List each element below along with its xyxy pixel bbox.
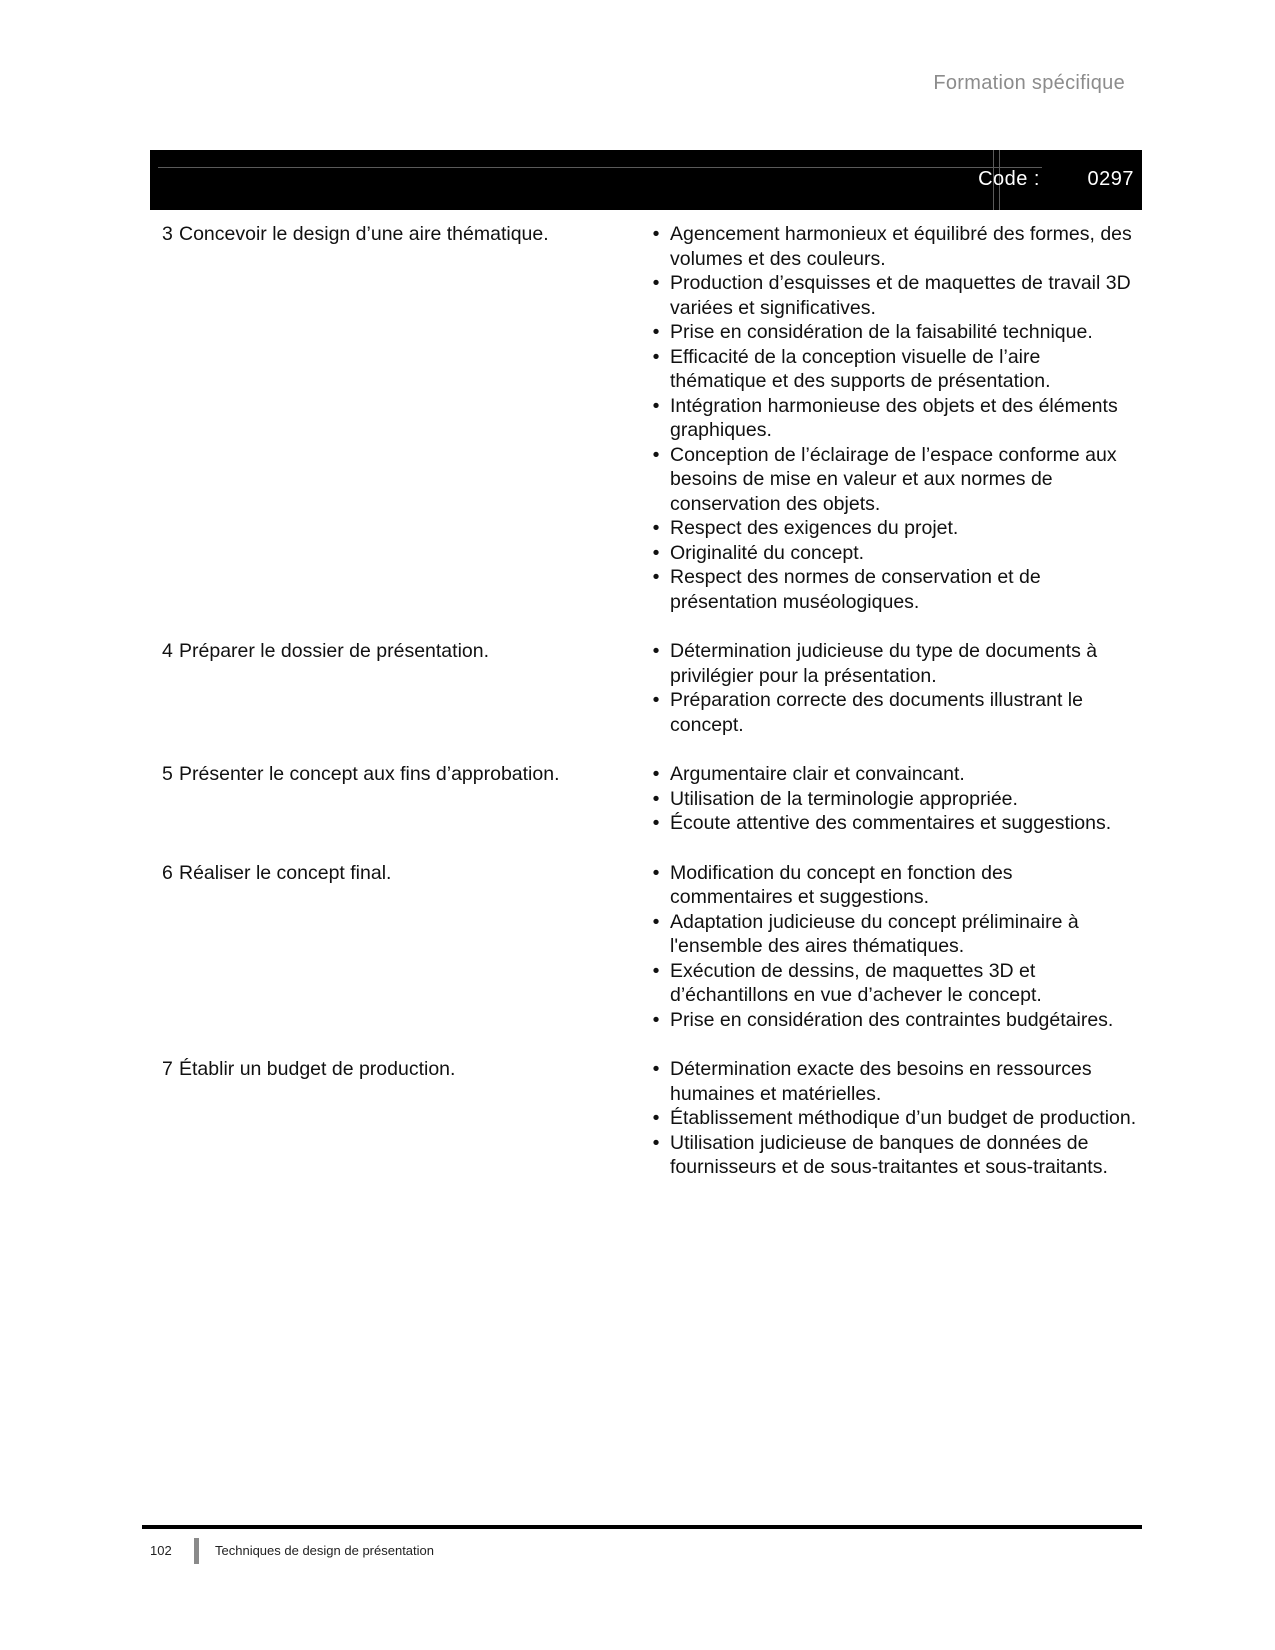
page-number: 102: [150, 1543, 172, 1558]
list-item: [640, 541, 1140, 566]
performance-criteria: [640, 1057, 1140, 1180]
running-head-title: Formation spécifique: [933, 72, 1125, 94]
element-text: Réaliser le concept final.: [179, 861, 392, 884]
bullet-icon: •: [652, 812, 660, 834]
performance-criteria-table: [150, 222, 1140, 1205]
criterion-text: Adaptation judicieuse du concept préliminaire à l'ensemble des aires thématiques.: [670, 910, 1079, 957]
bullet-icon: •: [652, 1131, 660, 1154]
code-value: 0297: [1087, 168, 1134, 190]
bullet-icon: •: [652, 517, 660, 539]
criterion-text: Agencement harmonieux et équilibré des formes, des volumes et des couleurs.: [670, 223, 1132, 270]
criterion-text: Préparation correcte des documents illustrant le concept.: [670, 689, 1083, 736]
competency-element: [150, 861, 640, 1033]
element-number: 7: [162, 1058, 173, 1080]
table-row: [150, 639, 1140, 737]
list-item: [640, 1106, 1140, 1131]
list-item: [640, 222, 1140, 271]
bullet-icon: •: [652, 787, 660, 810]
performance-criteria: [640, 222, 1140, 614]
criterion-text: Prise en considération de la faisabilité technique.: [670, 321, 1093, 343]
bullet-icon: •: [652, 861, 660, 884]
code-bar-rule: [158, 167, 1042, 168]
list-item: [640, 320, 1140, 345]
criteria-list: [640, 639, 1140, 737]
bullet-icon: •: [652, 763, 660, 785]
criteria-list: [640, 762, 1140, 836]
bullet-icon: •: [652, 443, 660, 466]
list-item: [640, 959, 1140, 1008]
list-item: [640, 639, 1140, 688]
bullet-icon: •: [652, 272, 660, 294]
criterion-text: Utilisation judicieuse de banques de données de fournisseurs et de sous-traitantes et sous-traitants.: [670, 1131, 1108, 1178]
bullet-icon: •: [652, 910, 660, 933]
competency-element: [150, 762, 640, 836]
bullet-icon: •: [652, 345, 660, 368]
list-item: [640, 787, 1140, 812]
performance-criteria: [640, 762, 1140, 836]
bullet-icon: •: [652, 321, 660, 343]
element-number: 5: [162, 763, 173, 785]
competency-element: [150, 1057, 640, 1180]
list-item: [640, 443, 1140, 517]
table-row: [150, 222, 1140, 614]
list-item: [640, 1131, 1140, 1180]
list-item: [640, 565, 1140, 614]
footer-separator-bar: [194, 1538, 199, 1564]
criterion-text: Exécution de dessins, de maquettes 3D et d’échantillons en vue d’achever le concept.: [670, 959, 1042, 1006]
list-item: [640, 1057, 1140, 1106]
criterion-text: Argumentaire clair et convaincant.: [670, 763, 965, 785]
criterion-text: Respect des normes de conservation et de présentation muséologiques.: [670, 566, 1041, 613]
table-row: [150, 762, 1140, 836]
bullet-icon: •: [652, 566, 660, 588]
table-row: [150, 1057, 1140, 1180]
competency-element: [150, 639, 640, 737]
code-bar: [150, 150, 1142, 210]
criterion-text: Production d’esquisses et de maquettes de travail 3D variées et significatives.: [670, 272, 1131, 319]
criterion-text: Prise en considération des contraintes budgétaires.: [670, 1008, 1114, 1031]
footer-document-title: Techniques de design de présentation: [215, 1543, 434, 1558]
element-text: Concevoir le design d’une aire thématique.: [179, 223, 549, 245]
bullet-icon: •: [652, 223, 660, 245]
element-number: 4: [162, 640, 173, 662]
list-item: [640, 271, 1140, 320]
code-label: Code :: [978, 168, 1040, 190]
bullet-icon: •: [652, 959, 660, 982]
list-item: [640, 688, 1140, 737]
criterion-text: Détermination judicieuse du type de documents à privilégier pour la présentation.: [670, 640, 1098, 687]
bullet-icon: •: [652, 1058, 660, 1080]
criterion-text: Originalité du concept.: [670, 541, 865, 564]
list-item: [640, 910, 1140, 959]
criterion-text: Détermination exacte des besoins en ressources humaines et matérielles.: [670, 1058, 1092, 1105]
list-item: [640, 394, 1140, 443]
criterion-text: Écoute attentive des commentaires et suggestions.: [670, 812, 1112, 834]
criteria-list: [640, 222, 1140, 614]
performance-criteria: [640, 639, 1140, 737]
list-item: [640, 1008, 1140, 1033]
criterion-text: Utilisation de la terminologie appropriée.: [670, 787, 1018, 810]
list-item: [640, 345, 1140, 394]
bullet-icon: •: [652, 1008, 660, 1031]
footer-rule: [142, 1525, 1142, 1529]
criteria-list: [640, 861, 1140, 1033]
list-item: [640, 811, 1140, 836]
criteria-list: [640, 1057, 1140, 1180]
element-text: Présenter le concept aux fins d’approbation.: [179, 763, 560, 785]
bullet-icon: •: [652, 640, 660, 662]
element-text: Établir un budget de production.: [179, 1058, 456, 1080]
element-text: Préparer le dossier de présentation.: [179, 640, 490, 662]
bullet-icon: •: [652, 689, 660, 711]
criterion-text: Conception de l’éclairage de l’espace conforme aux besoins de mise en valeur et aux normes de conservation des objets.: [670, 443, 1117, 515]
list-item: [640, 762, 1140, 787]
criterion-text: Efficacité de la conception visuelle de l’aire thématique et des supports de présentation.: [670, 345, 1051, 392]
bullet-icon: •: [652, 541, 660, 564]
criterion-text: Respect des exigences du projet.: [670, 517, 959, 539]
element-number: 3: [162, 223, 173, 245]
list-item: [640, 861, 1140, 910]
bullet-icon: •: [652, 1107, 660, 1129]
bullet-icon: •: [652, 394, 660, 417]
table-row: [150, 861, 1140, 1033]
competency-element: [150, 222, 640, 614]
performance-criteria: [640, 861, 1140, 1033]
element-number: 6: [162, 861, 173, 884]
criterion-text: Intégration harmonieuse des objets et des éléments graphiques.: [670, 394, 1118, 441]
list-item: [640, 516, 1140, 541]
criterion-text: Établissement méthodique d’un budget de production.: [670, 1107, 1137, 1129]
criterion-text: Modification du concept en fonction des commentaires et suggestions.: [670, 861, 1013, 908]
